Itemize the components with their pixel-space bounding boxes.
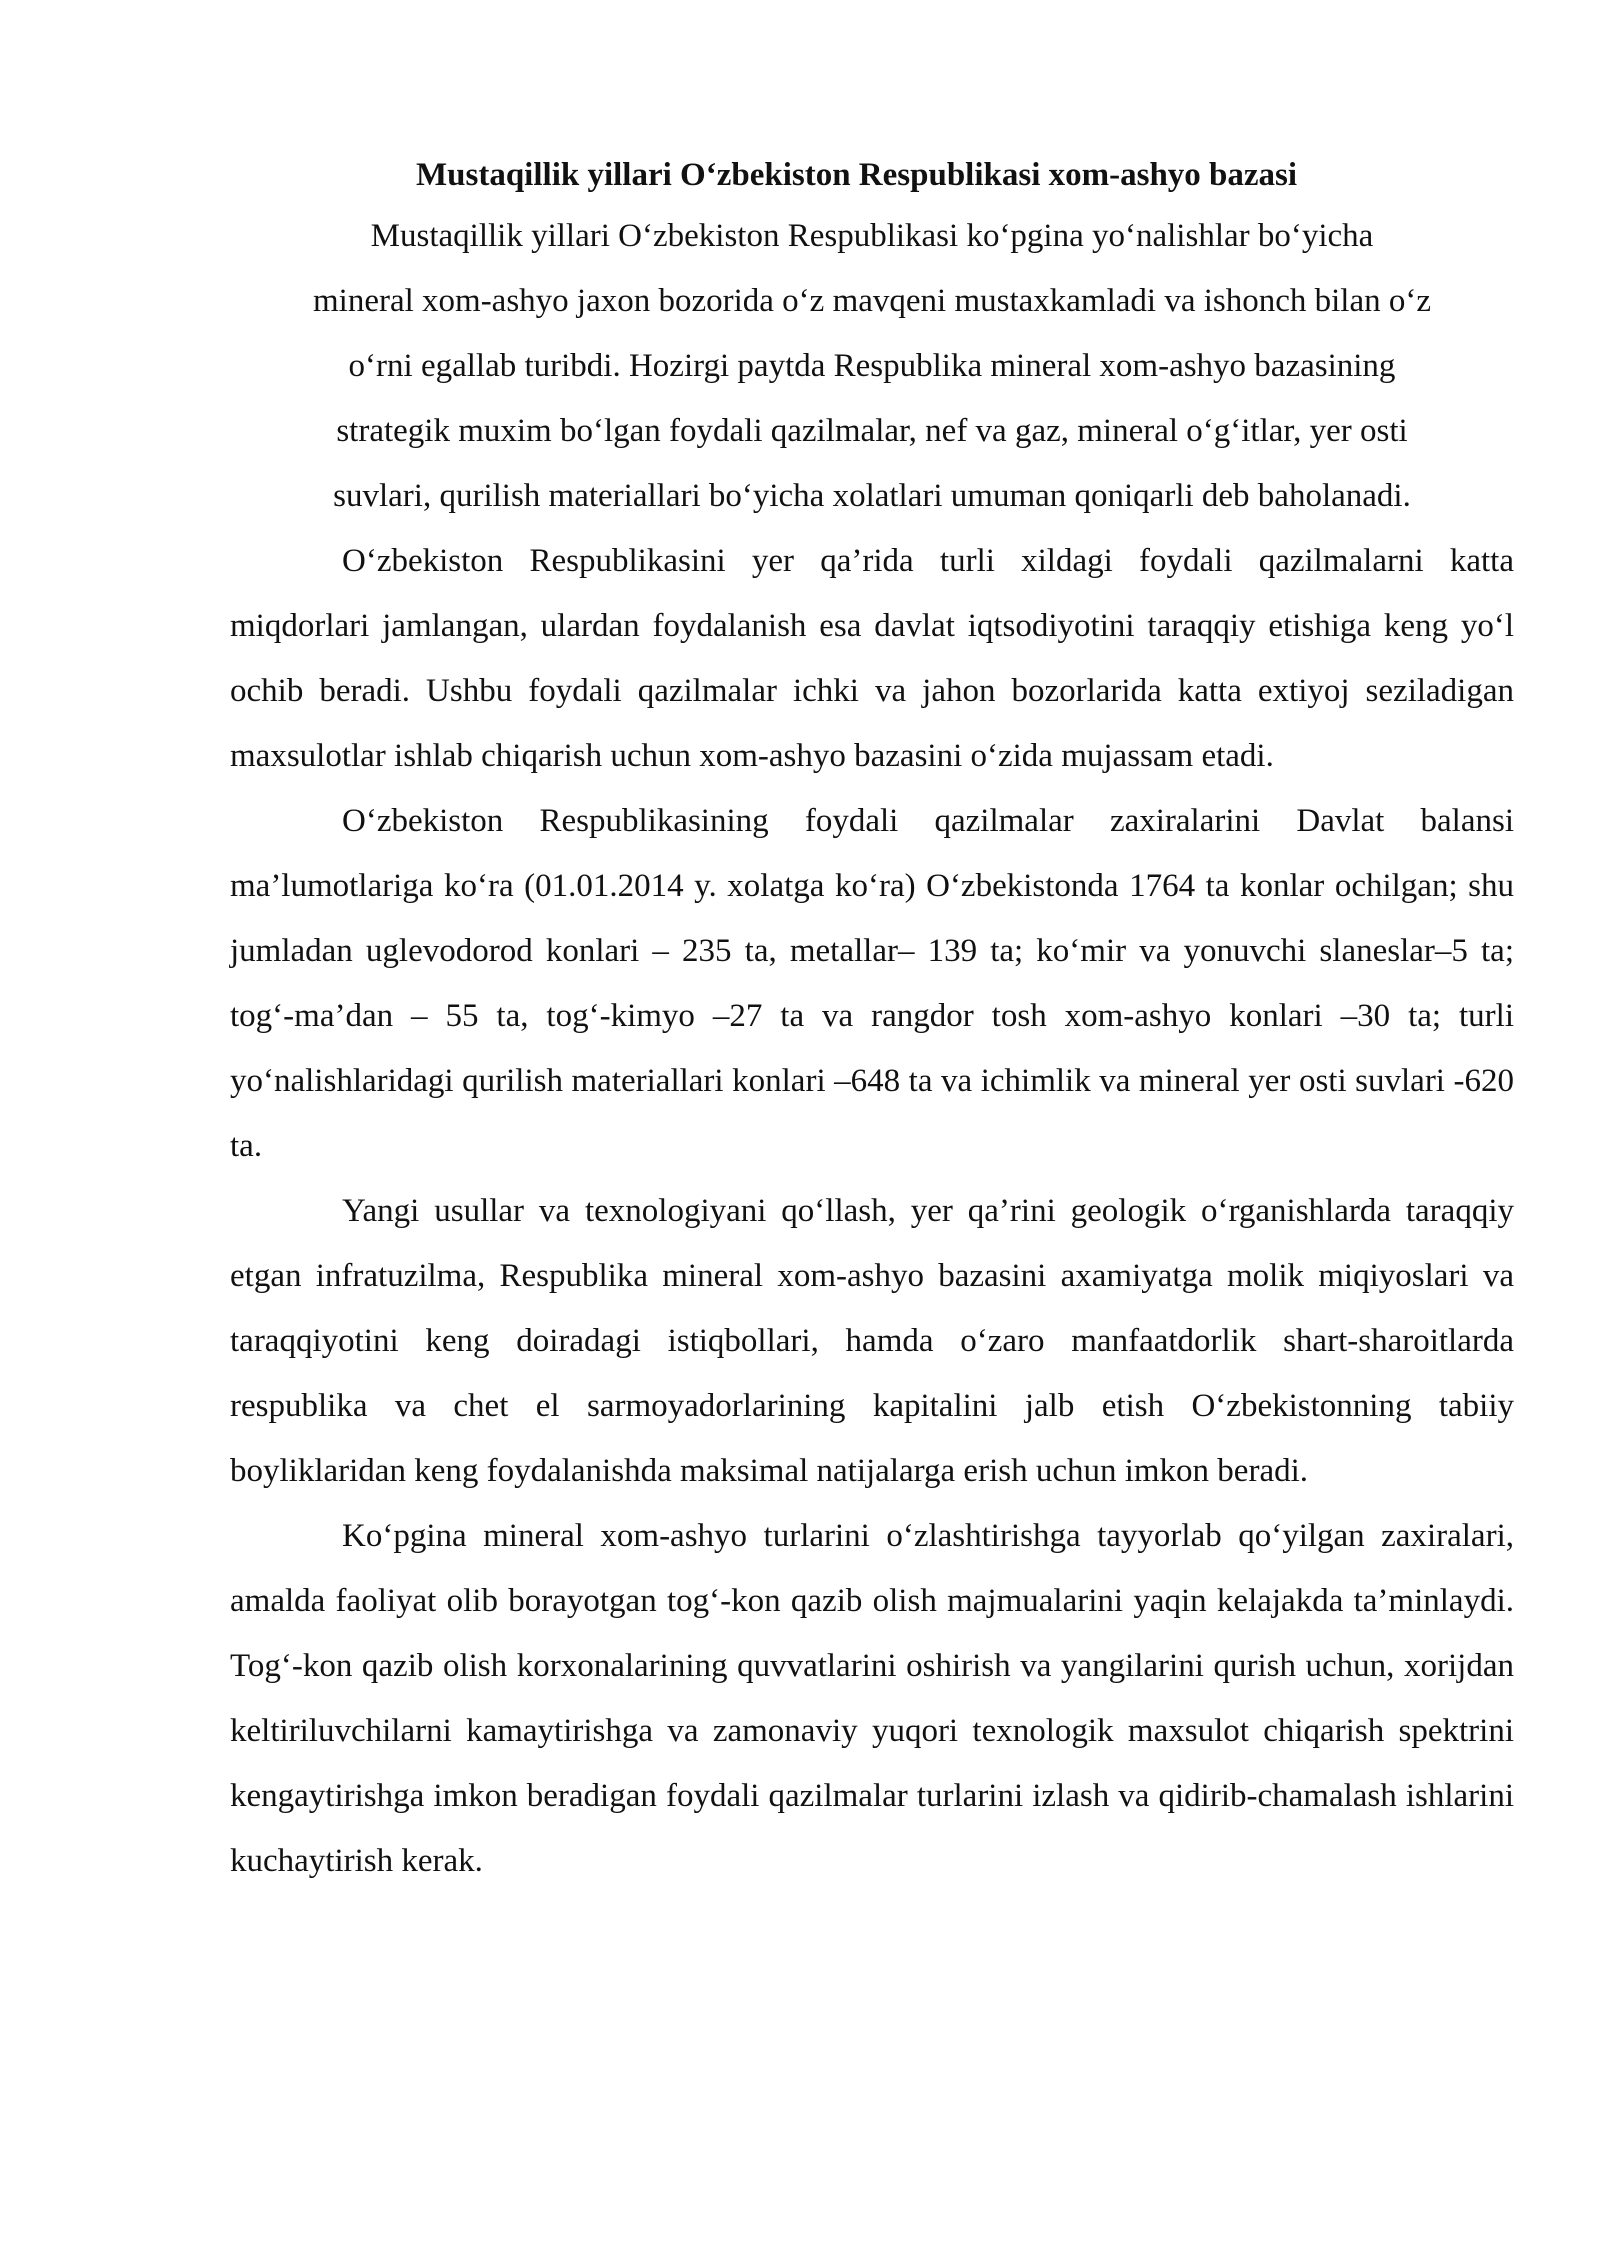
body-paragraph: Yangi usullar va texnologiyani qo‘llash, yer qa’rini geologik o‘rganishlarda taraqqiy etgan infratuzilma, Respublika mineral xom-ashyo bazasini axamiyatga molik miqiyoslari va taraqqiyotini keng doiradagi istiqbollari, hamda o‘zaro manfaatdorlik shart-sharoitlarda respublika va chet el sarmoyadorlarining kapitalini jalb etish O‘zbekistonning tabiiy boyliklaridan keng foydalanishda maksimal natijalarga erish uchun imkon beradi.	[230, 1193, 1514, 1489]
document-page	[230, 146, 1514, 1894]
intro-line: suvlari, qurilish materiallari bo‘yicha xolatlari umuman qoniqarli deb baholanadi.	[333, 478, 1411, 514]
body-paragraph: O‘zbekiston Respublikasini yer qa’rida turli xildagi foydali qazilmalarni katta miqdorlari jamlangan, ulardan foydalanish esa davlat iqtsodiyotini taraqqiy etishiga keng yo‘l ochib beradi. Ushbu foydali qazilmalar ichki va jahon bozorlarida katta extiyoj seziladigan maxsulotlar ishlab chiqarish uchun xom-ashyo bazasini o‘zida mujassam etadi.	[230, 543, 1514, 774]
intro-line: Mustaqillik yillari O‘zbekiston Respublikasi ko‘pgina yo‘nalishlar bo‘yicha	[370, 218, 1374, 254]
body-paragraph: O‘zbekiston Respublikasining foydali qazilmalar zaxiralarini Davlat balansi ma’lumotlariga ko‘ra (01.01.2014 y. xolatga ko‘ra) O‘zbekistonda 1764 ta konlar ochilgan; shu jumladan uglevodorod konlari – 235 ta, metallar– 139 ta; ko‘mir va yonuvchi slaneslar–5 ta; tog‘-ma’dan – 55 ta, tog‘-kimyo –27 ta va rangdor tosh xom-ashyo konlari –30 ta; turli yo‘nalishlaridagi qurilish materiallari konlari –648 ta va ichimlik va mineral yer osti suvlari -620 ta.	[230, 803, 1514, 1164]
intro-line: mineral xom-ashyo jaxon bozorida o‘z mavqeni mustaxkamladi va ishonch bilan o‘z	[312, 283, 1432, 319]
intro-line: o‘rni egallab turibdi. Hozirgi paytda Respublika mineral xom-ashyo bazasining	[348, 348, 1396, 384]
body-paragraph: Ko‘pgina mineral xom-ashyo turlarini o‘zlashtirishga tayyorlab qo‘yilgan zaxiralari, amalda faoliyat olib borayotgan tog‘-kon qazib olish majmualarini yaqin kelajakda ta’minlaydi. Tog‘-kon qazib olish korxonalarining quvvatlarini oshirish va yangilarini qurish uchun, xorijdan keltiriluvchilarni kamaytirishga va zamonaviy yuqori texnologik maxsulot chiqarish spektrini kengaytirishga imkon beradigan foydali qazilmalar turlarini izlash va qidirib-chamalash ishlarini kuchaytirish kerak.	[230, 1518, 1514, 1879]
intro-paragraph	[230, 204, 1514, 529]
document-title: Mustaqillik yillari O‘zbekiston Respublikasi xom-ashyo bazasi	[416, 157, 1298, 193]
intro-line: strategik muxim bo‘lgan foydali qazilmalar, nef va gaz, mineral o‘g‘itlar, yer osti	[336, 413, 1408, 449]
